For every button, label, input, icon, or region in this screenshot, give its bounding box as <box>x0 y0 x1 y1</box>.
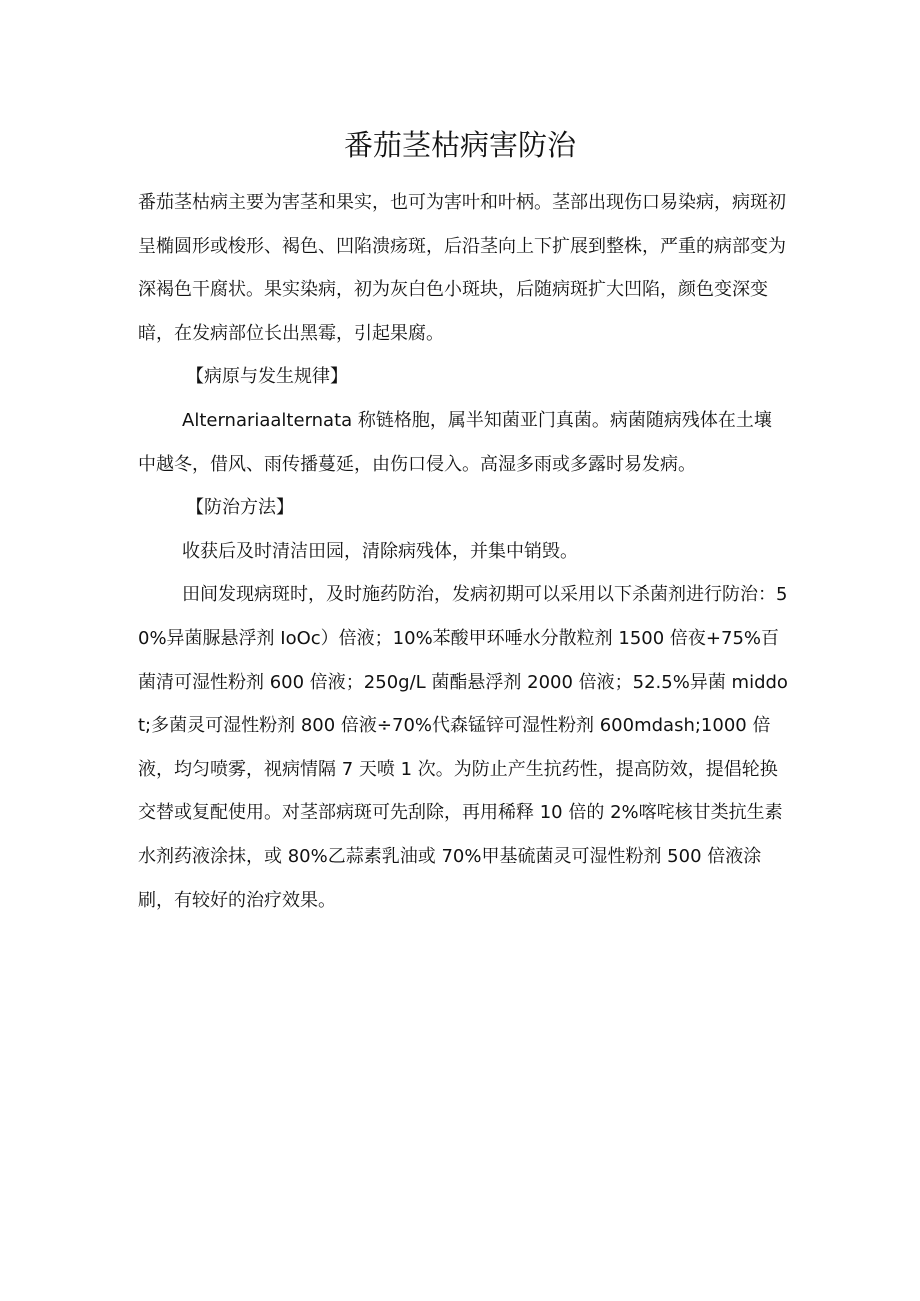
pathogen-paragraph: Alternariaalternata 称链格胞，属半知菌亚门真菌。病菌随病残体在土壤中越冬，借风、雨传播蔓延，由伤口侵入。高湿多雨或多露时易发病。 <box>138 409 772 475</box>
control-paragraph-1: 收获后及时清洁田园，清除病残体，并集中销毁。 <box>182 540 578 562</box>
document-title: 番茄茎枯病害防治 <box>343 128 576 162</box>
control-paragraph-2: 田间发现病斑时，及时施药防治，发病初期可以采用以下杀菌剂进行防治：50%异菌脲悬浮剂 IoOc）倍液；10%苯酸甲环唾水分散粒剂 1500 倍夜+75%百菌清可湿性粉剂 600 倍液；250g/L 菌酯悬浮剂 2000 倍液；52.5%异菌 middot;多菌灵可湿性粉剂 800 倍液÷70%代森锰锌可湿性粉剂 600mdash;1000 倍液，均匀喷雾，视病情隔 7 天喷 1 次。为防止产生抗药性，提高防效，提倡轮换交替或复配使用。对茎部病斑可先刮除，再用稀释 10 倍的 2%喀咤核甘类抗生素水剂药液涂抹，或 80%乙蒜素乳油或 70%甲基硫菌灵可湿性粉剂 500 倍液涂刷，有较好的治疗效果。 <box>138 584 788 911</box>
document-body <box>138 181 788 922</box>
intro-paragraph: 番茄茎枯病主要为害茎和果实，也可为害叶和叶柄。茎部出现伤口易染病，病斑初呈椭圆形或梭形、褐色、凹陷溃疡斑，后沿茎向上下扩展到整株，严重的病部变为深褐色干腐状。果实染病，初为灰白色小斑块，后随病斑扩大凹陷，颜色变深变暗，在发病部位长出黑霉，引起果腐。 <box>138 192 786 344</box>
section-heading-control: 【防治方法】 <box>186 497 294 519</box>
section-heading-pathogen: 【病原与发生规律】 <box>186 366 348 388</box>
